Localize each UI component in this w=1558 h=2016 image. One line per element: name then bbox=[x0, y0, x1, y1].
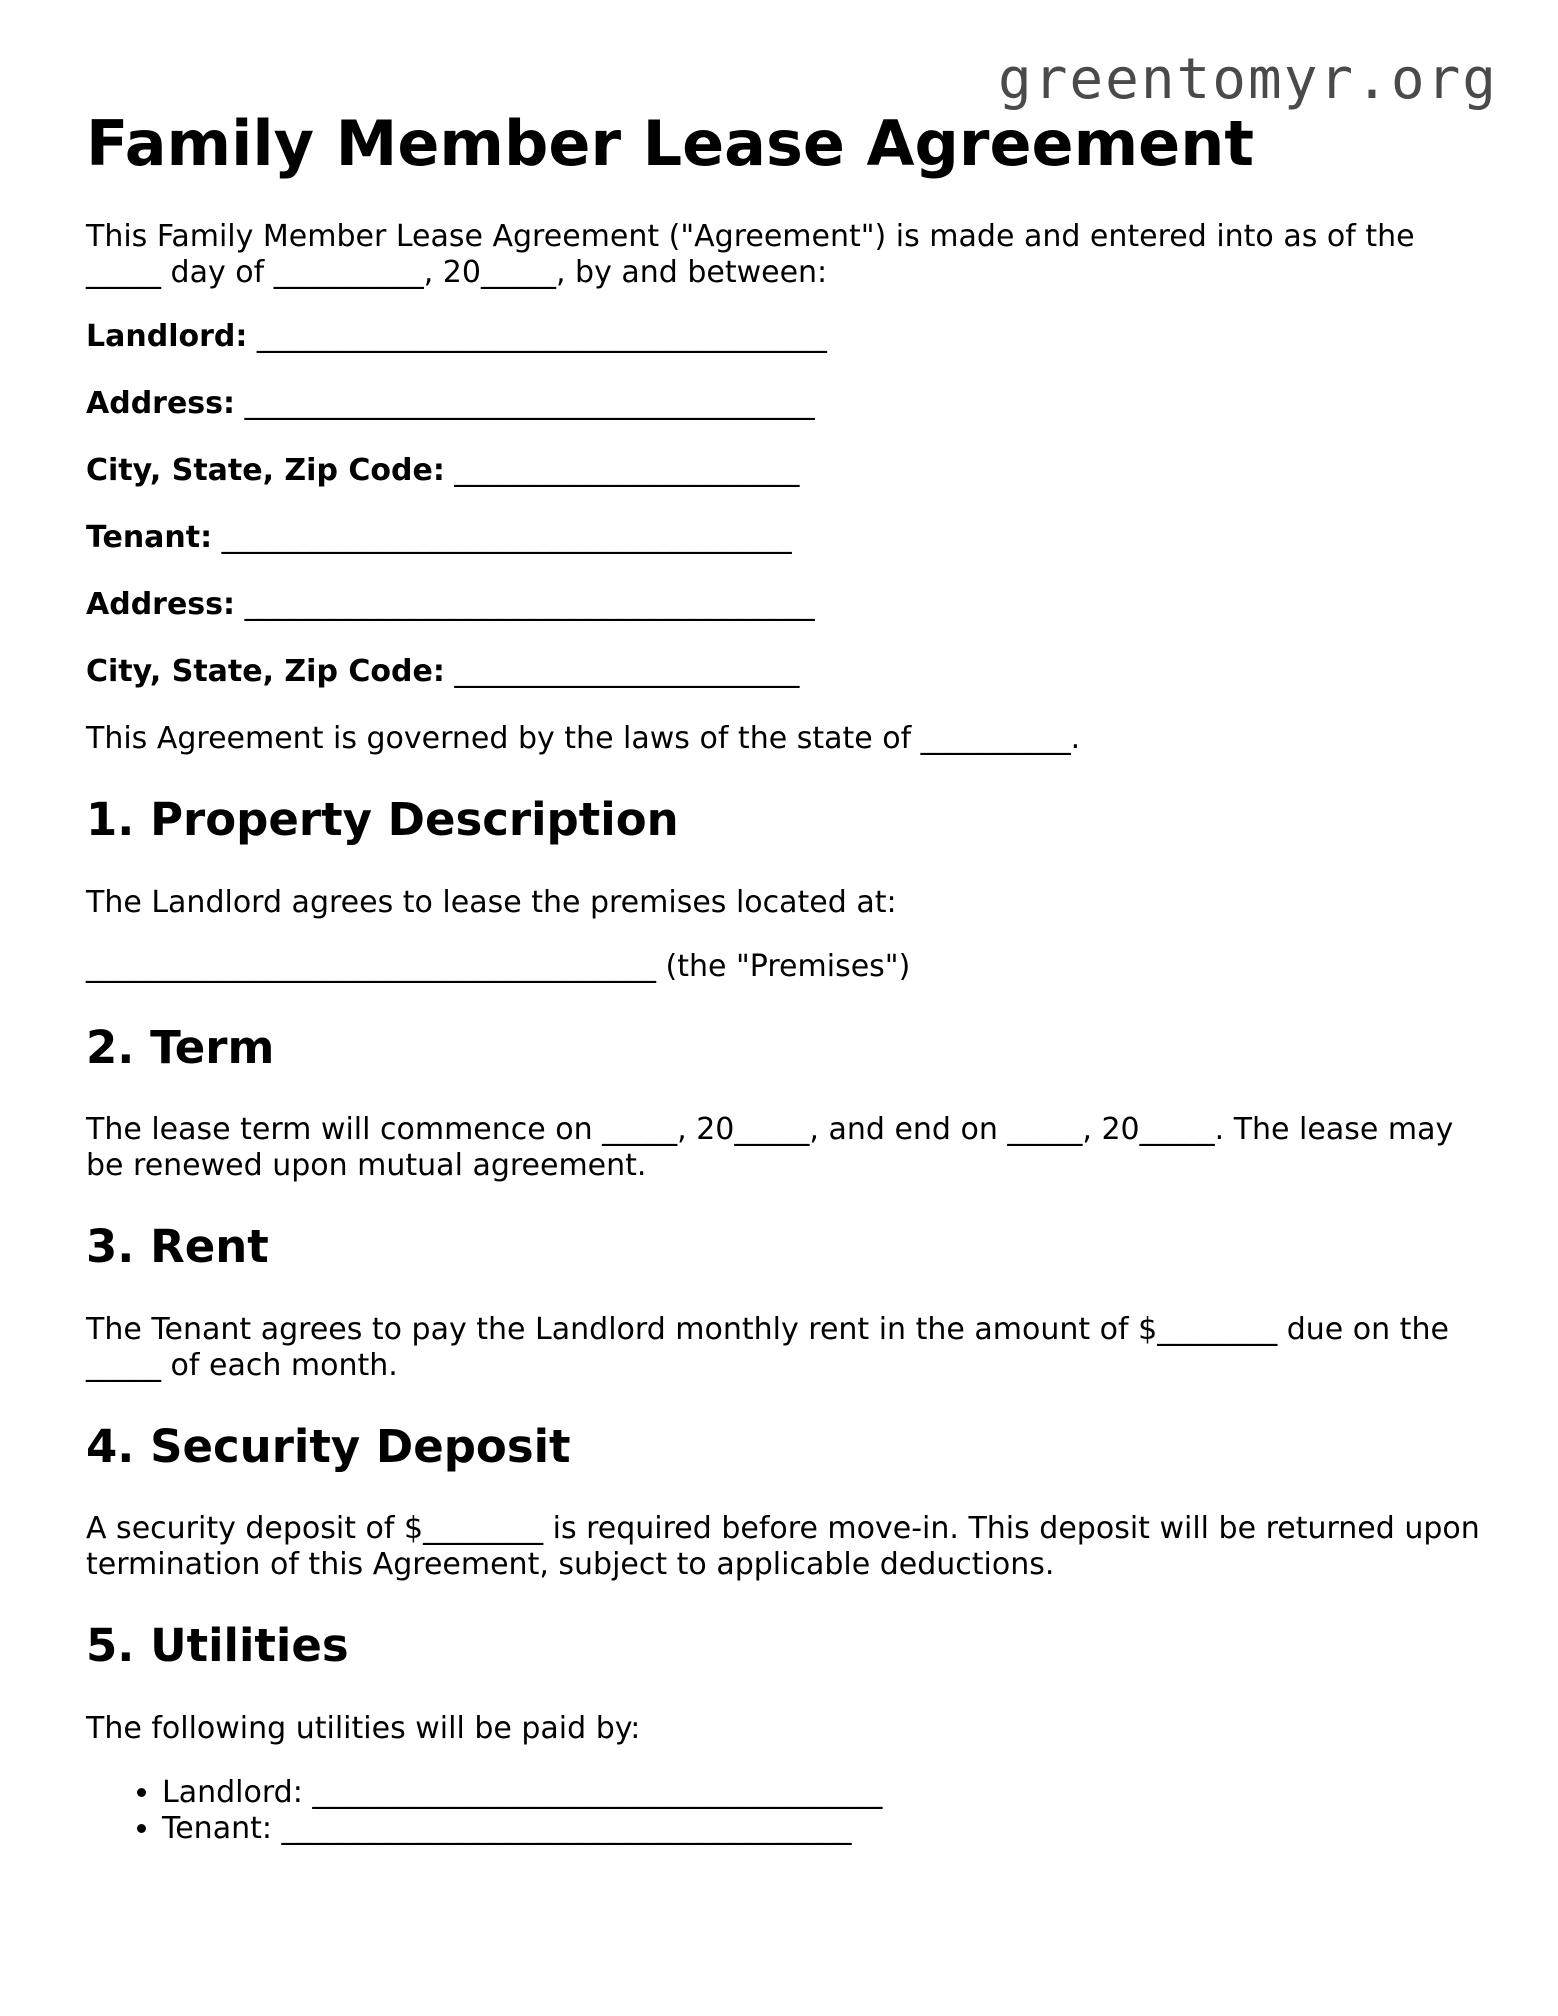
landlord-city-label: City, State, Zip Code: bbox=[86, 453, 445, 489]
section-rent-heading: 3. Rent bbox=[86, 1220, 269, 1274]
tenant-address-blank: ______________________________________ bbox=[244, 587, 815, 623]
tenant-city-field bbox=[86, 654, 1486, 690]
utilities-list bbox=[86, 1775, 1486, 1847]
tenant-blank: ______________________________________ bbox=[221, 520, 792, 556]
tenant-field bbox=[86, 520, 1486, 556]
list-item: • Landlord: ______________________________________ bbox=[162, 1775, 1486, 1811]
premises-line: ______________________________________ (the "Premises") bbox=[86, 948, 911, 984]
section-deposit-heading: 4. Security Deposit bbox=[86, 1419, 571, 1473]
section-deposit-text: A security deposit of $________ is required before move-in. This deposit will be returned upon termination of this Agreement, subject to applicable deductions. bbox=[86, 1511, 1480, 1583]
governing-law-text: This Agreement is governed by the laws of the state of __________. bbox=[86, 721, 1081, 757]
landlord-label: Landlord: bbox=[86, 319, 248, 355]
landlord-city-field bbox=[86, 453, 1486, 489]
section-term-text: The lease term will commence on _____, 20_____, and end on _____, 20_____. The lease may be renewed upon mutual agreement. bbox=[86, 1112, 1454, 1184]
section-utilities-heading: 5. Utilities bbox=[86, 1619, 349, 1673]
tenant-city-blank: _______________________ bbox=[454, 654, 800, 690]
landlord-blank: ______________________________________ bbox=[256, 319, 827, 355]
document-page bbox=[86, 108, 1486, 1847]
section-utilities-text: The following utilities will be paid by: bbox=[86, 1710, 641, 1746]
tenant-city-label: City, State, Zip Code: bbox=[86, 654, 445, 690]
section-property-heading: 1. Property Description bbox=[86, 793, 679, 847]
landlord-field bbox=[86, 319, 1486, 355]
intro-paragraph: This Family Member Lease Agreement ("Agreement") is made and entered into as of the _____ day of __________, 20_____, by and between: bbox=[86, 219, 1415, 291]
tenant-address-label: Address: bbox=[86, 587, 236, 623]
landlord-address-label: Address: bbox=[86, 386, 236, 422]
landlord-address-field bbox=[86, 386, 1486, 422]
section-rent-text: The Tenant agrees to pay the Landlord monthly rent in the amount of $________ due on the _____ of each month. bbox=[86, 1311, 1449, 1383]
document-title: Family Member Lease Agreement bbox=[86, 107, 1255, 180]
landlord-city-blank: _______________________ bbox=[454, 453, 800, 489]
watermark: greentomyr.org bbox=[997, 47, 1498, 112]
section-term-heading: 2. Term bbox=[86, 1020, 275, 1074]
list-item: • Tenant: ______________________________________ bbox=[162, 1811, 1486, 1847]
tenant-address-field bbox=[86, 587, 1486, 623]
section-property-text: The Landlord agrees to lease the premises located at: bbox=[86, 884, 897, 920]
landlord-address-blank: ______________________________________ bbox=[244, 386, 815, 422]
tenant-label: Tenant: bbox=[86, 520, 213, 556]
